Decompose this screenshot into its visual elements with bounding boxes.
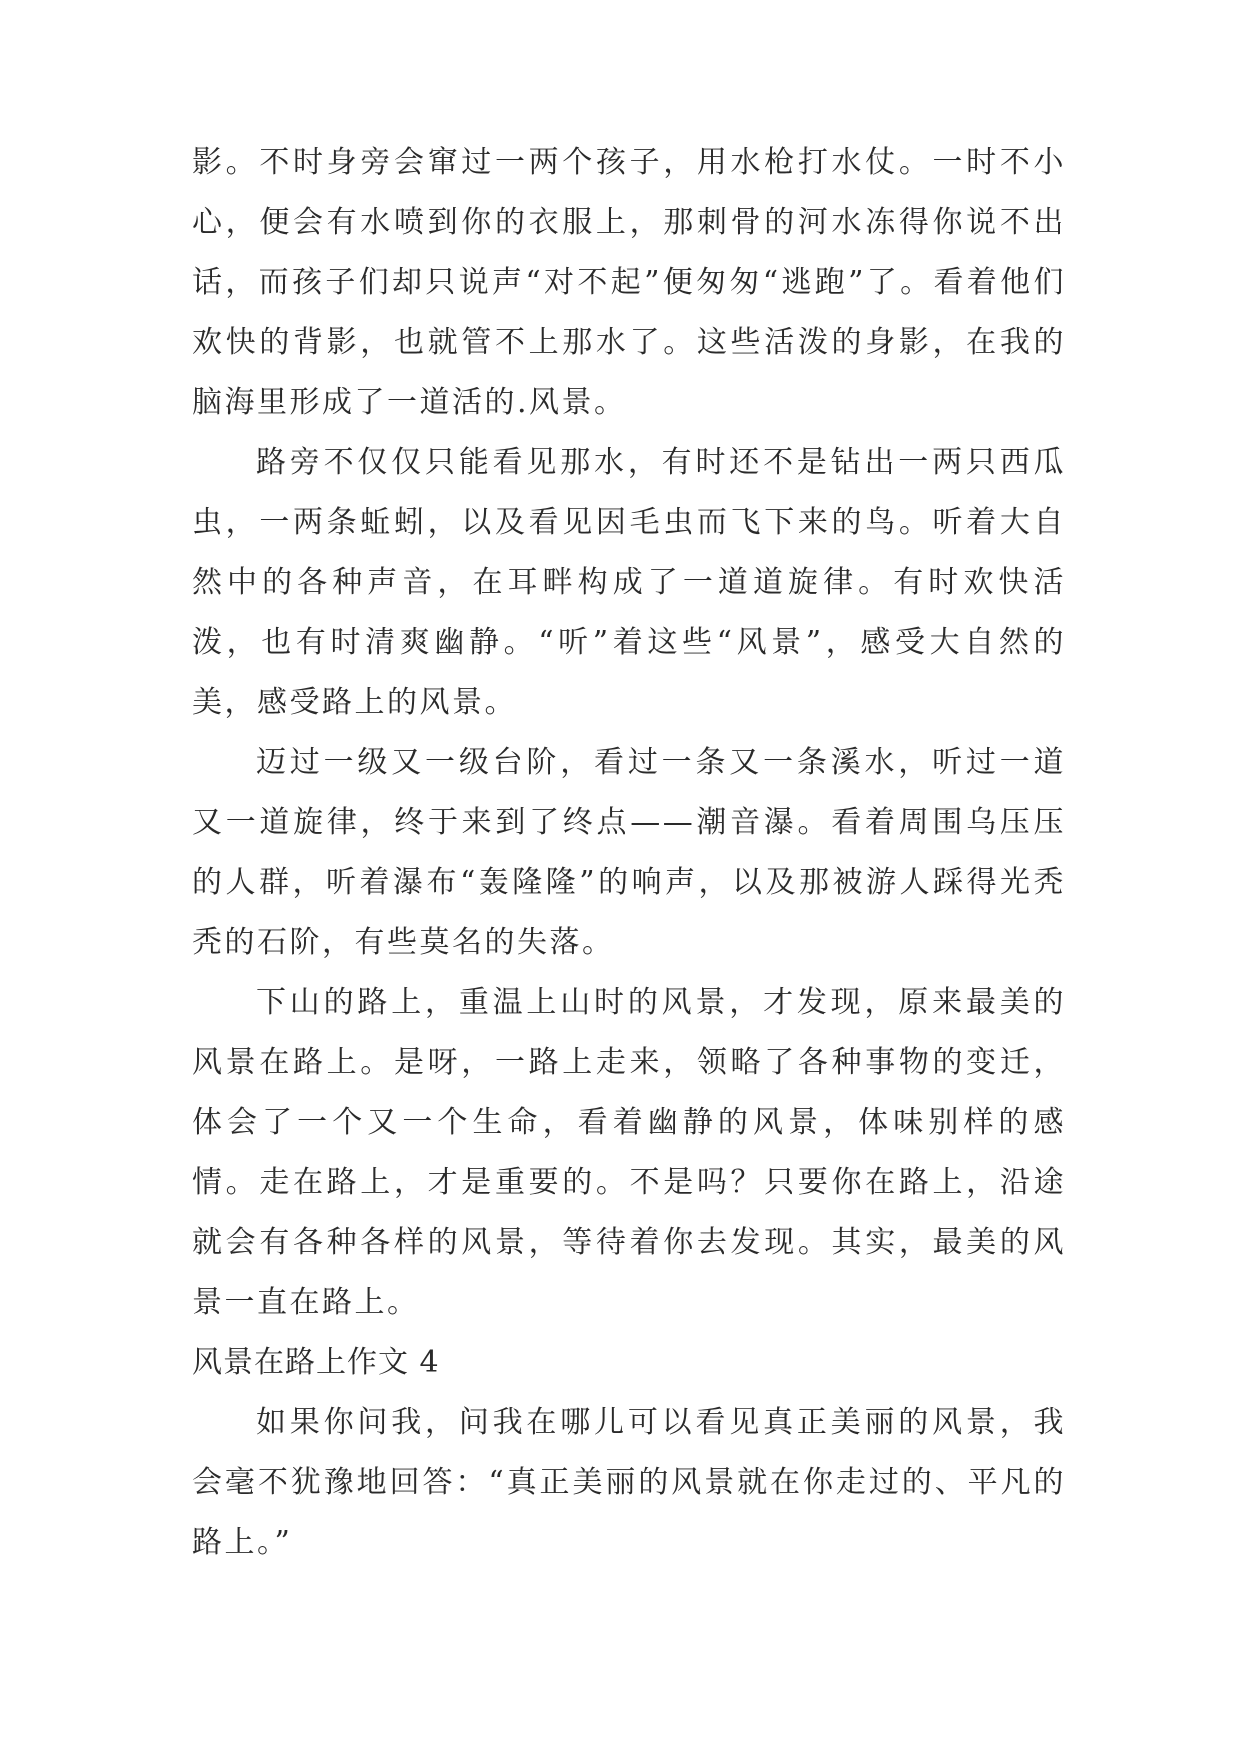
paragraph-continuation: 影。不时身旁会窜过一两个孩子，用水枪打水仗。一时不小心，便会有水喷到你的衣服上，那刺骨的河水冻得你说不出话，而孩子们却只说声“对不起”便匆匆“逃跑”了。看着他们欢快的背影，也就管不上那水了。这些活泼的身影，在我的脑海里形成了一道活的.风景。 [192,145,1066,420]
paragraph-downhill: 下山的路上，重温上山时的风景，才发现，原来最美的风景在路上。是呀，一路上走来，领略了各种事物的变迁，体会了一个又一个生命，看着幽静的风景，体味别样的感情。走在路上，才是重要的。不是吗？只要你在路上，沿途就会有各种各样的风景，等待着你去发现。其实，最美的风景一直在路上。 [192,985,1066,1320]
document-body [192,133,1066,1573]
paragraph-waterfall: 迈过一级又一级台阶，看过一条又一条溪水，听过一道又一道旋律，终于来到了终点——潮音瀑。看着周围乌压压的人群，听着瀑布“轰隆隆”的响声，以及那被游人踩得光秃秃的石阶，有些莫名的失落。 [192,745,1066,960]
essay-heading: 风景在路上作文 4 [192,1345,440,1380]
paragraph-roadside-sounds: 路旁不仅仅只能看见那水，有时还不是钻出一两只西瓜虫，一两条蚯蚓，以及看见因毛虫而飞下来的鸟。听着大自然中的各种声音，在耳畔构成了一道道旋律。有时欢快活泼，也有时清爽幽静。“听”着这些“风景”，感受大自然的美，感受路上的风景。 [192,445,1066,720]
paragraph-essay4-opening: 如果你问我，问我在哪儿可以看见真正美丽的风景，我会毫不犹豫地回答：“真正美丽的风景就在你走过的、平凡的路上。” [192,1405,1066,1560]
